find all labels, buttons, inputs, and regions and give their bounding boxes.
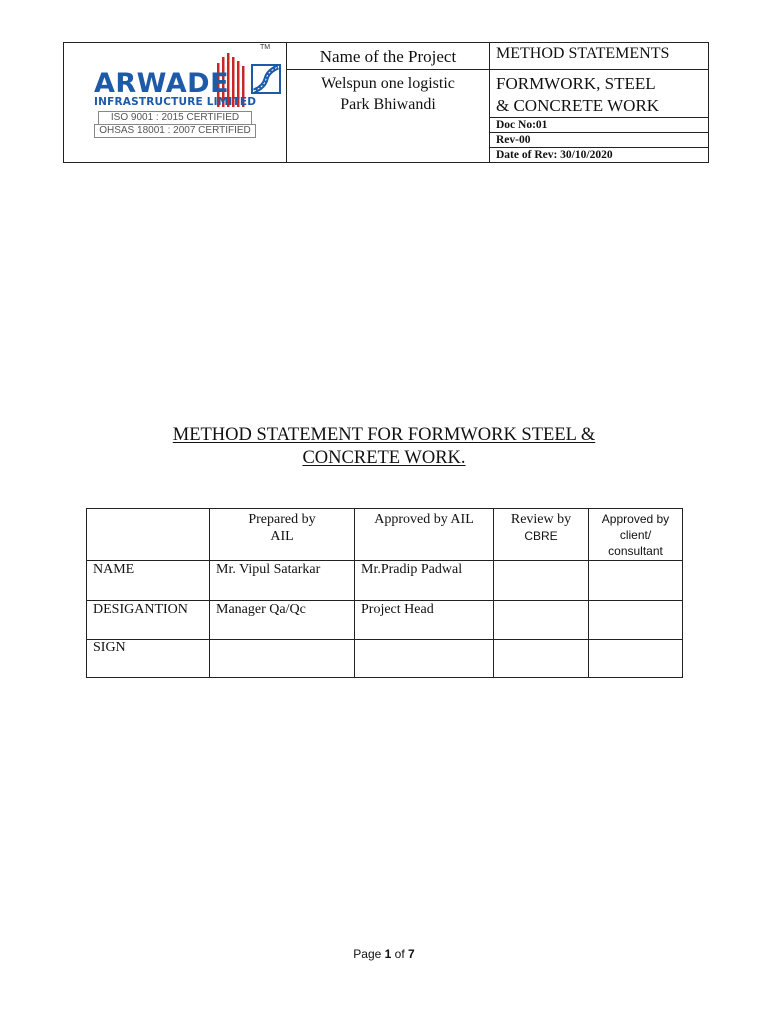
logo-brand-text: ARWADE (94, 68, 230, 99)
iso-certification: ISO 9001 : 2015 CERTIFIED (98, 111, 252, 125)
prepared-sign-cell (210, 640, 355, 678)
approved-designation-text: Project Head (361, 602, 434, 617)
header-prepared-by (210, 509, 355, 561)
table-row-name (87, 561, 683, 601)
review-name-text (500, 561, 582, 562)
project-name-line2: Park Bhiwandi (340, 96, 436, 113)
approved-sign-cell (355, 640, 494, 678)
header-empty-cell (87, 509, 210, 561)
revision-date-text: Date of Rev: 30/10/2020 (496, 149, 613, 161)
main-title-line2: CONCRETE WORK. (302, 448, 466, 468)
page-number: 1 (384, 947, 392, 961)
ohsas-certification: OHSAS 18001 : 2007 CERTIFIED (94, 124, 256, 138)
prepared-by-org: AIL (270, 529, 294, 544)
doc-number-text: Doc No:01 (496, 119, 548, 131)
logo-subtitle-text: INFRASTRUCTURE LIMITED (94, 96, 257, 108)
approval-header-row (87, 509, 683, 561)
approved-client-line3: consultant (608, 544, 663, 558)
prepared-designation-cell (210, 601, 355, 640)
row-label-name (87, 561, 210, 601)
revision (490, 133, 709, 148)
approved-name-text: Mr.Pradip Padwal (361, 562, 463, 577)
row-label-text: SIGN (93, 640, 126, 655)
review-name-cell (494, 561, 589, 601)
document-title-line1: FORMWORK, STEEL (496, 74, 656, 93)
main-title (60, 424, 708, 470)
company-logo (64, 43, 286, 159)
prepared-name-text: Mr. Vipul Satarkar (216, 562, 321, 577)
approved-by-ail-label: Approved by AIL (374, 512, 474, 527)
approved-designation-cell (355, 601, 494, 640)
review-by-org: CBRE (524, 529, 558, 543)
client-name-text (595, 561, 676, 562)
prepared-by-label: Prepared by (248, 512, 316, 527)
project-label-text: Name of the Project (319, 47, 457, 66)
row-label-sign (87, 640, 210, 678)
approval-table (86, 508, 683, 678)
main-title-line1: METHOD STATEMENT FOR FORMWORK STEEL & (172, 425, 596, 445)
method-statements-heading-text: METHOD STATEMENTS (496, 45, 670, 62)
client-sign-cell (589, 640, 683, 678)
table-row-sign (87, 640, 683, 678)
project-name-line1: Welspun one logistic (321, 75, 455, 92)
method-statements-heading (490, 43, 709, 70)
client-designation-cell (589, 601, 683, 640)
revision-date (490, 148, 709, 163)
trademark-mark: TM (260, 44, 271, 51)
client-designation-text (595, 601, 676, 602)
header-approved-by-ail (355, 509, 494, 561)
page-word: Page (353, 947, 382, 961)
review-designation-cell (494, 601, 589, 640)
review-designation-text (500, 601, 582, 602)
approved-client-line2: client/ (619, 528, 652, 542)
document-title-line2: & CONCRETE WORK (496, 96, 660, 115)
header-review-by (494, 509, 589, 561)
prepared-name-cell (210, 561, 355, 601)
logo-cell (64, 43, 287, 163)
row-label-text: DESIGANTION (93, 602, 188, 617)
page-footer (0, 947, 768, 961)
prepared-designation-text: Manager Qa/Qc (216, 602, 306, 617)
row-label-designation (87, 601, 210, 640)
project-name-value (287, 70, 490, 163)
review-sign-cell (494, 640, 589, 678)
of-word: of (394, 947, 405, 961)
approved-client-line1: Approved by (601, 512, 670, 526)
doc-number (490, 118, 709, 133)
page-total: 7 (408, 947, 415, 961)
approved-name-cell (355, 561, 494, 601)
header-approved-by-client (589, 509, 683, 561)
row-label-text: NAME (93, 562, 135, 577)
project-label (287, 43, 490, 70)
document-header (63, 42, 709, 163)
review-by-label: Review by (510, 512, 572, 527)
document-title-cell (490, 70, 709, 118)
client-name-cell (589, 561, 683, 601)
revision-text: Rev-00 (496, 134, 531, 146)
table-row-designation (87, 601, 683, 640)
